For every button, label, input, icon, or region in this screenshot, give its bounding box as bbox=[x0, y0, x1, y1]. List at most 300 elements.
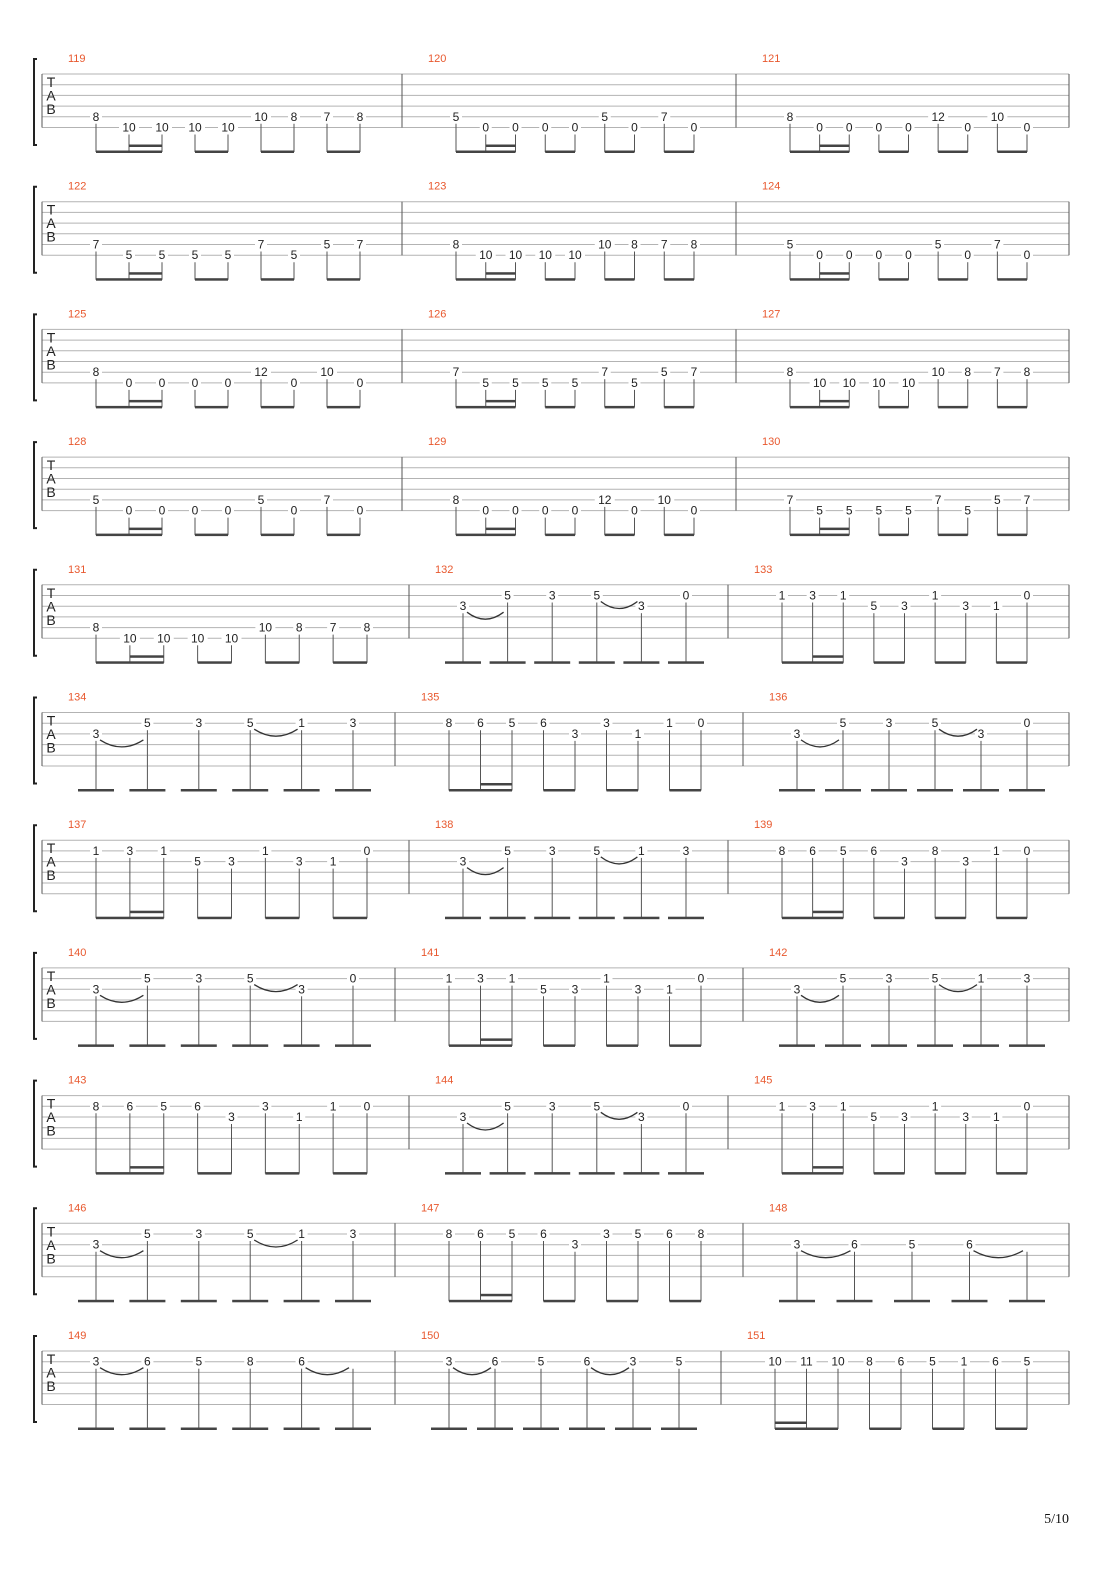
beam bbox=[670, 1300, 702, 1303]
beam bbox=[181, 1428, 217, 1431]
tab-clef-letter: T bbox=[46, 1223, 56, 1240]
beam bbox=[96, 917, 164, 920]
fret-number: 1 bbox=[634, 726, 642, 741]
tab-clef-letter: A bbox=[46, 470, 56, 487]
beam bbox=[284, 1428, 320, 1431]
beam bbox=[938, 534, 968, 537]
system-bracket bbox=[34, 314, 37, 400]
fret-number: 10 bbox=[508, 248, 523, 263]
tab-clef-letter: T bbox=[46, 1095, 56, 1112]
sub-beam bbox=[820, 145, 850, 148]
beam bbox=[775, 1428, 838, 1431]
fret-number: 6 bbox=[583, 1354, 591, 1369]
fret-number: 10 bbox=[479, 248, 493, 263]
beam bbox=[579, 917, 615, 920]
fret-number: 3 bbox=[901, 854, 908, 869]
fret-number: 6 bbox=[851, 1237, 858, 1252]
fret-number: 7 bbox=[660, 109, 668, 124]
beam bbox=[327, 534, 360, 537]
fret-number: 3 bbox=[298, 982, 305, 997]
measure-number: 134 bbox=[68, 691, 87, 704]
fret-number: 1 bbox=[445, 971, 453, 986]
fret-number: 8 bbox=[92, 109, 100, 124]
beam bbox=[129, 1428, 165, 1431]
tie-arc bbox=[591, 1368, 629, 1375]
fret-number: 6 bbox=[144, 1354, 151, 1369]
fret-number: 5 bbox=[1023, 1354, 1031, 1369]
tab-clef-letter: T bbox=[46, 584, 56, 601]
beam bbox=[997, 151, 1027, 154]
fret-number: 10 bbox=[221, 120, 235, 135]
fret-number: 5 bbox=[290, 248, 298, 263]
beam bbox=[569, 1428, 605, 1431]
beam bbox=[78, 789, 114, 792]
fret-number: 0 bbox=[1023, 588, 1031, 603]
fret-number: 5 bbox=[504, 843, 511, 858]
measure bbox=[421, 692, 743, 792]
fret-number: 1 bbox=[977, 971, 985, 986]
measure bbox=[769, 947, 1069, 1047]
fret-number: 10 bbox=[901, 375, 916, 390]
fret-number: 0 bbox=[512, 503, 519, 518]
beam bbox=[431, 1428, 467, 1431]
fret-number: 5 bbox=[675, 1354, 683, 1369]
tab-system bbox=[34, 1330, 1069, 1430]
fret-number: 0 bbox=[541, 120, 549, 135]
measure bbox=[428, 308, 736, 408]
tab-clef-letter: A bbox=[46, 1364, 56, 1381]
fret-number: 0 bbox=[682, 588, 690, 603]
fret-number: 7 bbox=[323, 109, 331, 124]
beam bbox=[232, 1300, 268, 1303]
fret-number: 5 bbox=[508, 1227, 516, 1241]
fret-number: 1 bbox=[666, 716, 673, 731]
fret-number: 12 bbox=[254, 365, 268, 380]
fret-number: 0 bbox=[690, 503, 698, 518]
tab-clef-letter: B bbox=[46, 867, 56, 884]
measure-number: 128 bbox=[68, 436, 87, 449]
tab-clef-letter: B bbox=[46, 611, 56, 628]
fret-number: 5 bbox=[541, 375, 549, 390]
system-bracket bbox=[34, 59, 37, 145]
measure-number: 123 bbox=[428, 180, 447, 193]
fret-number: 8 bbox=[290, 109, 298, 124]
beam bbox=[456, 406, 516, 409]
tie-arc bbox=[100, 1251, 143, 1258]
tab-clef-letter: T bbox=[46, 840, 56, 857]
fret-number: 0 bbox=[964, 120, 972, 135]
fret-number: 3 bbox=[962, 1110, 970, 1124]
beam bbox=[782, 917, 843, 920]
fret-number: 0 bbox=[356, 503, 364, 518]
fret-number: 1 bbox=[839, 588, 847, 603]
fret-number: 3 bbox=[885, 716, 893, 731]
fret-number: 3 bbox=[228, 1110, 235, 1124]
fret-number: 7 bbox=[323, 492, 331, 507]
fret-number: 5 bbox=[125, 248, 133, 263]
beam bbox=[874, 1172, 905, 1175]
beam bbox=[449, 1300, 512, 1303]
system-bracket bbox=[34, 1336, 37, 1422]
fret-number: 1 bbox=[160, 843, 168, 858]
beam bbox=[333, 1172, 367, 1175]
beam bbox=[871, 789, 907, 792]
fret-number: 1 bbox=[329, 1099, 337, 1114]
beam bbox=[335, 1300, 371, 1303]
measure bbox=[769, 1202, 1069, 1302]
system-bracket bbox=[34, 187, 37, 273]
fret-number: 6 bbox=[966, 1237, 973, 1252]
fret-number: 3 bbox=[445, 1354, 453, 1369]
beam bbox=[879, 278, 909, 281]
fret-number: 8 bbox=[690, 237, 698, 252]
measure-number: 127 bbox=[762, 308, 781, 321]
fret-number: 5 bbox=[660, 365, 668, 380]
sub-beam bbox=[486, 400, 516, 403]
measure bbox=[68, 53, 402, 153]
fret-number: 8 bbox=[1023, 365, 1031, 380]
fret-number: 3 bbox=[459, 599, 467, 614]
fret-number: 3 bbox=[459, 854, 467, 869]
fret-number: 0 bbox=[541, 503, 549, 518]
fret-number: 0 bbox=[125, 503, 133, 518]
fret-number: 10 bbox=[122, 120, 136, 135]
beam bbox=[607, 1044, 639, 1047]
beam bbox=[996, 661, 1027, 664]
fret-number: 5 bbox=[870, 599, 878, 614]
fret-number: 0 bbox=[512, 120, 519, 135]
measure bbox=[762, 308, 1069, 408]
fret-number: 3 bbox=[477, 971, 484, 986]
beam bbox=[544, 789, 576, 792]
fret-number: 3 bbox=[809, 588, 816, 603]
fret-number: 10 bbox=[831, 1354, 845, 1369]
fret-number: 3 bbox=[603, 1227, 610, 1241]
measure bbox=[421, 947, 743, 1047]
beam bbox=[265, 917, 299, 920]
measure bbox=[435, 819, 728, 919]
fret-number: 8 bbox=[786, 365, 794, 380]
system-bracket bbox=[34, 825, 37, 911]
fret-number: 0 bbox=[290, 375, 298, 390]
beam bbox=[879, 534, 909, 537]
measure-number: 137 bbox=[68, 819, 87, 832]
fret-number: 0 bbox=[363, 1099, 371, 1114]
beam bbox=[1009, 1044, 1045, 1047]
fret-number: 5 bbox=[908, 1237, 916, 1252]
beam bbox=[477, 1428, 513, 1431]
sub-beam bbox=[820, 528, 850, 531]
beam bbox=[284, 789, 320, 792]
tie-arc bbox=[801, 995, 839, 1002]
tie-arc bbox=[974, 1251, 1024, 1258]
beam bbox=[825, 789, 861, 792]
fret-number: 6 bbox=[194, 1099, 201, 1114]
fret-number: 0 bbox=[356, 375, 364, 390]
fret-number: 1 bbox=[329, 854, 337, 869]
tab-clef-letter: T bbox=[46, 1351, 56, 1367]
fret-number: 5 bbox=[631, 375, 638, 390]
beam bbox=[664, 406, 694, 409]
fret-number: 10 bbox=[842, 375, 856, 390]
fret-number: 5 bbox=[144, 971, 151, 986]
beam bbox=[545, 151, 575, 154]
sub-beam bbox=[813, 655, 844, 658]
fret-number: 8 bbox=[631, 237, 638, 252]
beam bbox=[284, 1300, 320, 1303]
tab-system bbox=[34, 564, 1069, 664]
measure-number: 141 bbox=[421, 946, 440, 959]
fret-number: 5 bbox=[194, 854, 201, 869]
sub-beam bbox=[813, 911, 844, 914]
fret-number: 5 bbox=[504, 588, 511, 603]
fret-number: 7 bbox=[786, 492, 794, 507]
fret-number: 1 bbox=[638, 843, 645, 858]
sub-beam bbox=[130, 911, 164, 914]
fret-number: 5 bbox=[934, 237, 942, 252]
beam bbox=[664, 534, 694, 537]
fret-number: 7 bbox=[601, 365, 609, 380]
fret-number: 3 bbox=[262, 1099, 269, 1114]
fret-number: 0 bbox=[697, 716, 705, 731]
fret-number: 3 bbox=[901, 599, 908, 614]
tab-clef-letter: A bbox=[46, 726, 56, 742]
beam bbox=[445, 661, 481, 664]
tab-clef-letter: A bbox=[46, 342, 56, 359]
beam bbox=[605, 406, 635, 409]
measure bbox=[68, 819, 409, 919]
beam bbox=[265, 661, 299, 664]
beam bbox=[874, 661, 905, 664]
tab-system bbox=[34, 947, 1069, 1047]
fret-number: 0 bbox=[571, 120, 579, 135]
measure bbox=[435, 564, 728, 664]
fret-number: 3 bbox=[228, 854, 235, 869]
fret-number: 8 bbox=[363, 620, 371, 635]
tab-clef-letter: A bbox=[46, 981, 56, 998]
beam bbox=[456, 151, 516, 154]
beam bbox=[879, 406, 909, 409]
beam bbox=[779, 1044, 815, 1047]
fret-number: 0 bbox=[905, 248, 912, 263]
tie-arc bbox=[254, 985, 297, 992]
beam bbox=[996, 1172, 1027, 1175]
measure bbox=[421, 1330, 721, 1430]
beam bbox=[545, 278, 575, 281]
fret-number: 1 bbox=[993, 599, 1000, 614]
sub-beam bbox=[129, 400, 162, 403]
fret-number: 3 bbox=[962, 599, 970, 614]
measure-number: 131 bbox=[68, 563, 87, 576]
measure bbox=[747, 1330, 1069, 1430]
beam bbox=[605, 534, 635, 537]
fret-number: 8 bbox=[452, 492, 460, 507]
fret-number: 5 bbox=[931, 971, 939, 986]
fret-number: 8 bbox=[452, 237, 460, 252]
sub-beam bbox=[813, 1166, 844, 1169]
fret-number: 10 bbox=[188, 120, 202, 135]
fret-number: 10 bbox=[224, 631, 239, 646]
beam bbox=[779, 1300, 815, 1303]
fret-number: 5 bbox=[195, 1354, 203, 1369]
beam bbox=[607, 789, 639, 792]
fret-number: 0 bbox=[1023, 843, 1031, 858]
beam bbox=[534, 1172, 570, 1175]
fret-number: 5 bbox=[540, 982, 547, 997]
fret-number: 0 bbox=[845, 248, 853, 263]
beam bbox=[615, 1428, 651, 1431]
beam bbox=[607, 1300, 639, 1303]
tab-clef-letter: T bbox=[46, 201, 56, 218]
system-bracket bbox=[34, 1081, 37, 1167]
measure bbox=[762, 436, 1069, 536]
beam bbox=[605, 151, 635, 154]
beam bbox=[96, 406, 162, 409]
fret-number: 5 bbox=[593, 1099, 601, 1114]
fret-number: 0 bbox=[125, 375, 133, 390]
fret-number: 6 bbox=[491, 1354, 499, 1369]
beam bbox=[935, 1172, 966, 1175]
measure bbox=[68, 1075, 409, 1175]
fret-number: 3 bbox=[295, 854, 303, 869]
fret-number: 5 bbox=[92, 492, 100, 507]
fret-number: 5 bbox=[452, 109, 460, 124]
tab-clef-letter: A bbox=[46, 598, 56, 615]
fret-number: 8 bbox=[697, 1227, 705, 1241]
tab-clef-letter: B bbox=[46, 1250, 56, 1267]
fret-number: 3 bbox=[548, 588, 556, 603]
fret-number: 7 bbox=[356, 237, 364, 252]
fret-number: 10 bbox=[768, 1354, 782, 1369]
measure bbox=[754, 1075, 1069, 1175]
beam bbox=[790, 278, 849, 281]
fret-number: 3 bbox=[92, 1237, 100, 1252]
beam bbox=[894, 1300, 930, 1303]
fret-number: 5 bbox=[875, 503, 883, 518]
fret-number: 5 bbox=[246, 716, 254, 731]
sub-beam bbox=[481, 1038, 513, 1041]
fret-number: 10 bbox=[190, 631, 205, 646]
fret-number: 5 bbox=[964, 503, 972, 518]
beam bbox=[963, 789, 999, 792]
fret-number: 1 bbox=[298, 716, 305, 731]
fret-number: 5 bbox=[845, 503, 853, 518]
tie-arc bbox=[306, 1368, 349, 1375]
tab-clef-letter: B bbox=[46, 101, 56, 117]
fret-number: 3 bbox=[195, 716, 203, 731]
beam bbox=[78, 1300, 114, 1303]
fret-number: 0 bbox=[482, 120, 490, 135]
beam bbox=[997, 406, 1027, 409]
fret-number: 7 bbox=[1023, 492, 1031, 507]
beam bbox=[181, 789, 217, 792]
fret-number: 5 bbox=[994, 492, 1001, 507]
tab-clef-letter: A bbox=[46, 87, 56, 104]
fret-number: 1 bbox=[931, 588, 939, 603]
tab-clef-letter: B bbox=[46, 356, 56, 373]
beam bbox=[623, 1172, 659, 1175]
beam bbox=[456, 534, 516, 537]
beam bbox=[195, 406, 228, 409]
fret-number: 8 bbox=[295, 620, 303, 635]
fret-number: 6 bbox=[992, 1354, 999, 1369]
sub-beam bbox=[129, 272, 162, 275]
beam bbox=[534, 661, 570, 664]
tab-clef-letter: T bbox=[46, 74, 56, 90]
tab-clef-letter: B bbox=[46, 1378, 56, 1394]
tie-arc bbox=[254, 729, 297, 736]
fret-number: 7 bbox=[934, 492, 942, 507]
fret-number: 7 bbox=[994, 237, 1001, 252]
fret-number: 0 bbox=[224, 503, 232, 518]
fret-number: 1 bbox=[298, 1227, 305, 1241]
fret-number: 1 bbox=[960, 1354, 968, 1369]
measure-number: 151 bbox=[747, 1330, 766, 1342]
beam bbox=[1009, 789, 1045, 792]
fret-number: 5 bbox=[504, 1099, 511, 1114]
fret-number: 3 bbox=[638, 1110, 645, 1124]
fret-number: 3 bbox=[571, 726, 579, 741]
beam bbox=[181, 1044, 217, 1047]
fret-number: 1 bbox=[295, 1110, 303, 1124]
fret-number: 10 bbox=[931, 365, 945, 380]
tie-arc bbox=[100, 1368, 143, 1375]
fret-number: 0 bbox=[290, 503, 298, 518]
beam bbox=[668, 1172, 704, 1175]
fret-number: 0 bbox=[816, 120, 823, 135]
fret-number: 3 bbox=[571, 1237, 579, 1252]
sub-beam bbox=[486, 528, 516, 531]
beam bbox=[790, 151, 849, 154]
measure bbox=[68, 181, 402, 281]
fret-number: 6 bbox=[666, 1227, 673, 1241]
fret-number: 5 bbox=[160, 1099, 168, 1114]
measure bbox=[428, 436, 736, 536]
fret-number: 3 bbox=[638, 599, 645, 614]
measure bbox=[68, 564, 409, 664]
beam bbox=[668, 917, 704, 920]
measure-number: 146 bbox=[68, 1202, 87, 1215]
beam bbox=[935, 661, 966, 664]
beam bbox=[335, 789, 371, 792]
tie-arc bbox=[467, 868, 504, 875]
fret-number: 5 bbox=[144, 716, 151, 731]
fret-number: 8 bbox=[92, 620, 100, 635]
beam bbox=[449, 1044, 512, 1047]
tie-arc bbox=[801, 740, 839, 747]
beam bbox=[335, 1428, 371, 1431]
fret-number: 8 bbox=[786, 109, 794, 124]
fret-number: 5 bbox=[323, 237, 331, 252]
tab-system bbox=[34, 181, 1069, 281]
tab-clef-letter: A bbox=[46, 1109, 56, 1126]
beam bbox=[544, 1044, 576, 1047]
fret-number: 12 bbox=[931, 109, 945, 124]
fret-number: 10 bbox=[598, 237, 612, 252]
fret-number: 3 bbox=[92, 726, 100, 741]
fret-number: 0 bbox=[191, 375, 199, 390]
measure-number: 135 bbox=[421, 691, 440, 704]
sub-beam bbox=[130, 655, 164, 658]
fret-number: 3 bbox=[962, 854, 970, 869]
measure bbox=[769, 692, 1069, 792]
fret-number: 10 bbox=[157, 631, 171, 646]
beam bbox=[333, 661, 367, 664]
fret-number: 7 bbox=[690, 365, 698, 380]
tie-arc bbox=[939, 729, 977, 736]
fret-number: 6 bbox=[298, 1354, 305, 1369]
fret-number: 3 bbox=[195, 1227, 203, 1241]
